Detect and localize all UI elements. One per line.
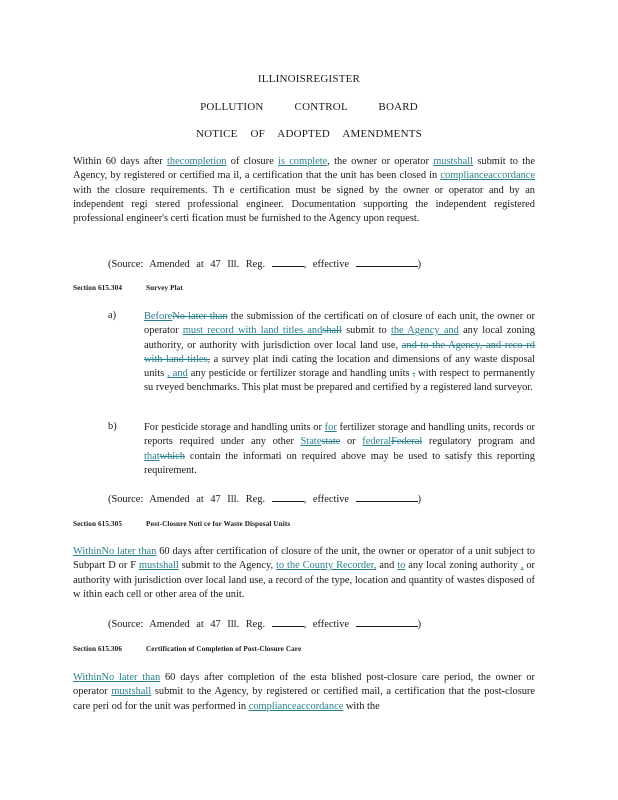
- post-closure-notice-paragraph: WithinNo later than 60 days after certification of closure of the unit, the owner or operator of a unit subject to Subpart D or F mustshall submit to the Agency, to the County Recorder, and to any local zoning authority , or authority with jurisdiction over local land use, a record of the type, location and quantity of wastes disposed of w ithin each cell or other area of the unit.: [73, 546, 535, 600]
- inserted-text: mustshall: [111, 686, 152, 698]
- section-heading-615-304: Section 615.304 Survey Plat: [73, 284, 183, 292]
- inserted-text: complianceaccordance: [248, 700, 344, 712]
- survey-plat-item-b: For pesticide storage and handling units or for fertilizer storage and handling units, records or reports required under any other Statestate or federalFederal regulatory program and thatwhich contain the informati on required above may be used to satisfy this reporting requirement.: [144, 422, 535, 476]
- inserted-text: that: [144, 450, 160, 462]
- inserted-text: No later than: [101, 546, 157, 557]
- survey-plat-item-a: BeforeNo later than the submission of the certificati on of closure of each unit, the owner or operator must record with land titles andshall submit to the Agency and any local zoning authority, or authority with jurisdiction over local land use, and to the Agency, and reco rd with land titles, a survey plat indi cating the location and dimensions of any waste disposal units , and any pesticide or fertilizer storage and handling units , with respect to permanently su rveyed benchmarks. This plat must be prepared and certified by a registered land surveyor.: [144, 311, 536, 394]
- inserted-text: , and: [167, 368, 188, 380]
- section-heading-615-306: Section 615.306 Certification of Completion of Post-Closure Care: [73, 645, 302, 653]
- inserted-text: federal: [362, 436, 392, 448]
- section-heading-615-305: Section 615.305 Post-Closure Noti ce for Waste Disposal Units: [73, 520, 291, 528]
- inserted-text: mustshall: [138, 560, 179, 572]
- inserted-text: the Agency and: [390, 325, 459, 337]
- deleted-text: ,: [412, 368, 416, 380]
- inserted-text: to the County Recorder: [276, 560, 374, 572]
- item-label-a: a): [108, 310, 117, 321]
- source-note: (Source: Amended at 47 Ill. Reg. , effective ): [108, 256, 421, 270]
- inserted-text: to: [397, 560, 406, 572]
- deleted-text: which: [159, 450, 185, 462]
- item-label-b: b): [108, 421, 117, 432]
- closure-certification-paragraph: Within 60 days after thecompletion of closure is complete, the owner or operator mustshall submit to the Agency, by registered or certified ma il, a certification that the unit has been closed in complianceaccordance with the closure requirements. Th e certification must be signed by the owner or operator and by an independent regi stered professional engineer. Documentation supporting the independent registered professional engineer's certi fication must be furnished to the Agency upon request.: [73, 156, 535, 225]
- inserted-text: for: [324, 422, 337, 433]
- deleted-text: state: [321, 436, 341, 448]
- inserted-text: Before: [144, 311, 173, 322]
- board-title: POLLUTION CONTROL BOARD: [200, 101, 418, 113]
- post-closure-care-certification-paragraph: WithinNo later than 60 days after completion of the esta blished post-closure care period, the owner or operator mustshall submit to the Agency, by registered or certified mail, a certification that the post-closure care peri od for the unit was performed in complianceaccordance with the: [73, 672, 536, 712]
- inserted-text: thecompletion: [167, 156, 227, 167]
- deleted-text: and to the Agency, and reco rd with land titles,: [144, 339, 535, 365]
- deleted-text: Federal: [391, 436, 423, 448]
- deleted-text: No later than: [172, 311, 228, 322]
- inserted-text: Within: [73, 672, 102, 683]
- register-title: ILLINOISREGISTER: [257, 73, 361, 85]
- notice-title: NOTICE OF ADOPTED AMENDMENTS: [196, 128, 422, 140]
- source-note: (Source: Amended at 47 Ill. Reg. , effective ): [108, 616, 421, 630]
- inserted-text: ,: [520, 560, 524, 572]
- inserted-text: must record with land titles and: [182, 325, 323, 337]
- deleted-text: shall: [322, 325, 342, 337]
- inserted-text: No later than: [101, 672, 161, 683]
- inserted-text: complianceaccordance: [440, 170, 535, 182]
- inserted-text: is complete: [277, 156, 328, 167]
- inserted-text: ,: [373, 560, 377, 572]
- inserted-text: Within: [73, 546, 102, 557]
- inserted-text: mustshall: [433, 156, 474, 167]
- source-note: (Source: Amended at 47 Ill. Reg. , effective ): [108, 491, 421, 505]
- inserted-text: State: [300, 436, 322, 448]
